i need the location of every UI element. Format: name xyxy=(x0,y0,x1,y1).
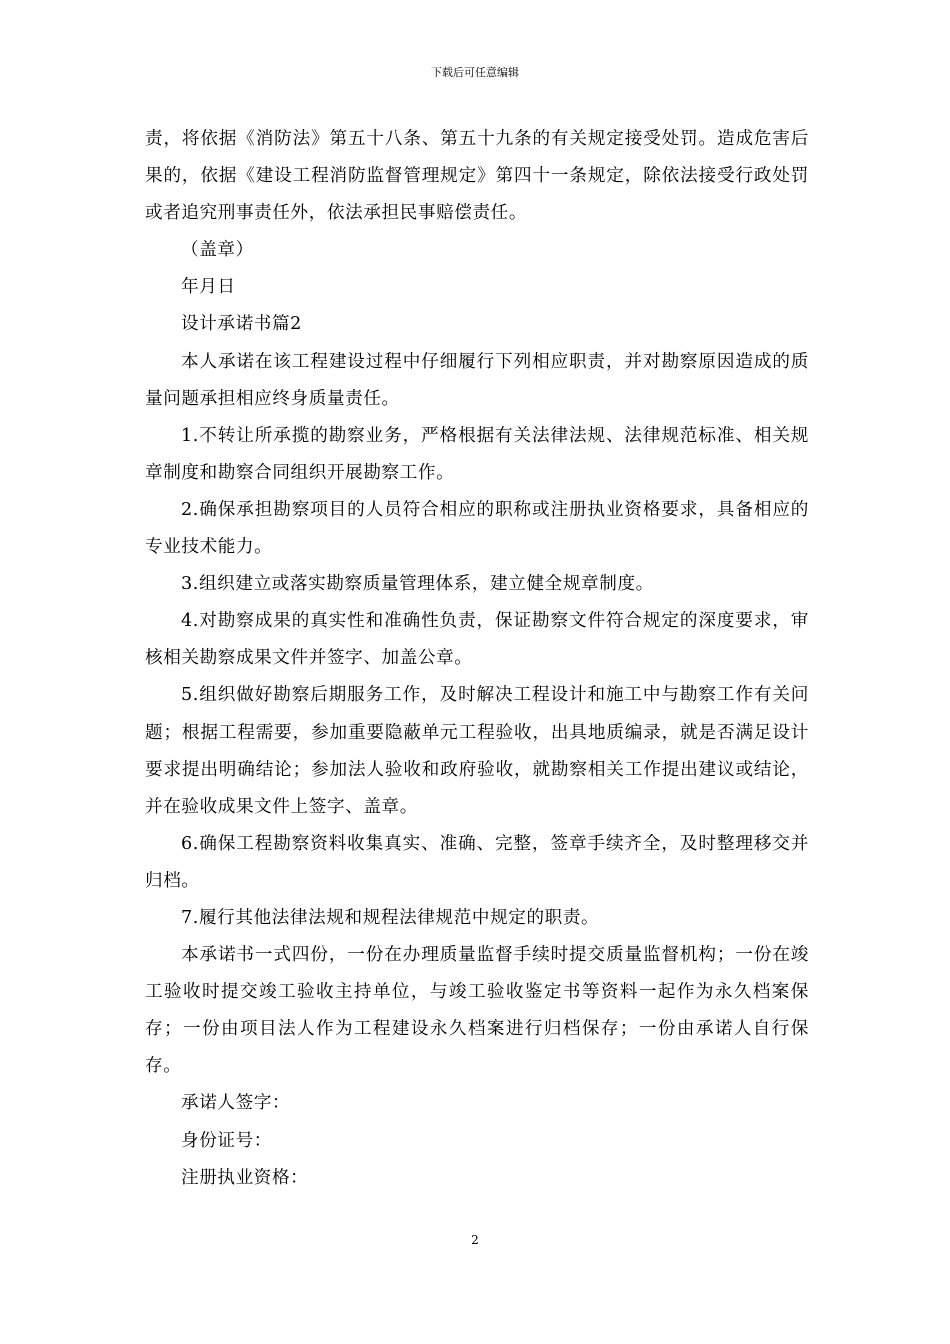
list-item-6: 6.确保工程勘察资料收集真实、准确、完整，签章手续齐全，及时整理移交并归档。 xyxy=(145,833,809,891)
page-number: 2 xyxy=(471,1233,479,1247)
signature-line: 承诺人签字： xyxy=(181,1093,291,1114)
list-item-7: 7.履行其他法律法规和规程法律规范中规定的职责。 xyxy=(181,907,600,928)
id-number-line: 身份证号： xyxy=(181,1130,272,1151)
copies-paragraph: 本承诺书一式四份，一份在办理质量监督手续时提交质量监督机构；一份在竣工验收时提交竣工验收主持单位，与竣工验收鉴定书等资料一起作为永久档案保存；一份由项目法人作为工程建设永久档案进行归档保存；一份由承诺人自行保存。 xyxy=(145,945,809,1077)
list-item-1: 1.不转让所承揽的勘察业务，严格根据有关法律法规、法律规范标准、相关规章制度和勘察合同组织开展勘察工作。 xyxy=(145,425,809,483)
section-title: 设计承诺书篇2 xyxy=(181,314,302,335)
date-line: 年月日 xyxy=(181,277,236,298)
page-header: 下载后可任意编辑 xyxy=(431,66,519,79)
document-body xyxy=(145,121,809,1197)
paragraph-continuation: 责，将依据《消防法》第五十八条、第五十九条的有关规定接受处罚。造成危害后果的，依据《建设工程消防监督管理规定》第四十一条规定，除依法接受行政处罚或者追究刑事责任外，依法承担民事赔偿责任。 xyxy=(145,129,809,224)
qualification-line: 注册执业资格： xyxy=(181,1167,309,1188)
list-item-2: 2.确保承担勘察项目的人员符合相应的职称或注册执业资格要求，具备相应的专业技术能力。 xyxy=(145,499,809,558)
paragraph-intro: 本人承诺在该工程建设过程中仔细履行下列相应职责，并对勘察原因造成的质量问题承担相应终身质量责任。 xyxy=(145,351,809,409)
list-item-4: 4.对勘察成果的真实性和准确性负责，保证勘察文件符合规定的深度要求，审核相关勘察成果文件并签字、加盖公章。 xyxy=(145,611,809,669)
list-item-3: 3.组织建立或落实勘察质量管理体系，建立健全规章制度。 xyxy=(181,574,654,595)
seal-line: （盖章） xyxy=(181,240,254,261)
list-item-5: 5.组织做好勘察后期服务工作，及时解决工程设计和施工中与勘察工作有关问题；根据工程需要，参加重要隐蔽单元工程验收，出具地质编录，就是否满足设计要求提出明确结论；参加法人验收和政府验收，就勘察相关工作提出建议或结论，并在验收成果文件上签字、盖章。 xyxy=(145,685,809,817)
